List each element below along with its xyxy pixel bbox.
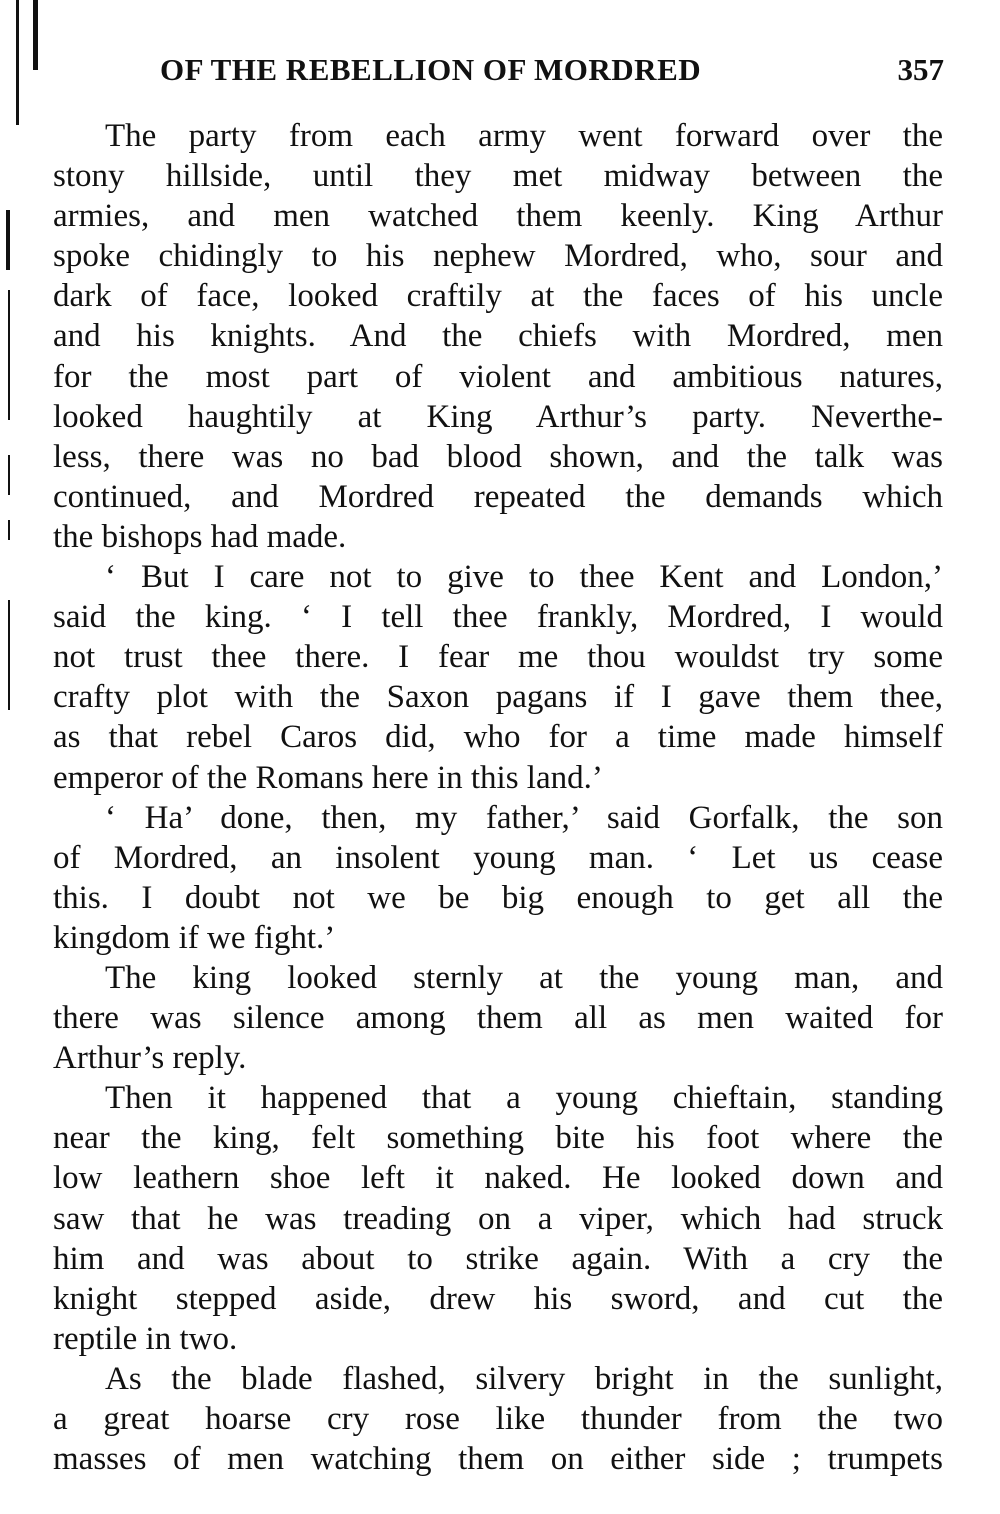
binding-shadow (8, 290, 10, 420)
page-number: 357 (897, 52, 944, 87)
text-line: knight stepped aside, drew his sword, and cut the (53, 1280, 943, 1317)
text-line: low leathern shoe left it naked. He looked down and (53, 1160, 943, 1197)
text-line: not trust thee there. I fear me thou wouldst try some (53, 639, 943, 676)
text-line: spoke chidingly to his nephew Mordred, who, sour and (53, 238, 943, 275)
text-line: masses of men watching them on either side ; trumpets (53, 1441, 943, 1478)
text-line: as that rebel Caros did, who for a time made himself (53, 719, 943, 756)
binding-shadow (8, 520, 10, 540)
text-line: saw that he was treading on a viper, which had struck (53, 1200, 943, 1237)
text-line: of Mordred, an insolent young man. ‘ Let us cease (53, 839, 943, 876)
text-line: the bishops had made. (53, 518, 347, 555)
text-line: ‘ But I care not to give to thee Kent and London,’ (105, 559, 943, 596)
text-line: this. I doubt not we be big enough to get all the (53, 879, 943, 916)
text-line: continued, and Mordred repeated the demands which (53, 478, 943, 515)
binding-shadow (16, 0, 19, 125)
binding-shadow (6, 210, 10, 270)
text-line: looked haughtily at King Arthur’s party. Neverthe- (53, 398, 943, 435)
text-line: The party from each army went forward over the (105, 118, 943, 154)
text-line: ‘ Ha’ done, then, my father,’ said Gorfalk, the son (105, 799, 943, 836)
binding-shadow (8, 600, 10, 710)
text-line: reptile in two. (53, 1320, 238, 1357)
text-line: said the king. ‘ I tell thee frankly, Mordred, I would (53, 599, 943, 636)
binding-shadow (8, 455, 10, 495)
text-line: Arthur’s reply. (53, 1040, 247, 1077)
text-line: emperor of the Romans here in this land.’ (53, 759, 603, 796)
text-line: armies, and men watched them keenly. King Arthur (53, 198, 943, 235)
page-header (160, 52, 950, 96)
text-line: a great hoarse cry rose like thunder from the two (53, 1401, 943, 1437)
text-line: Then it happened that a young chieftain, standing (105, 1080, 943, 1117)
text-line: crafty plot with the Saxon pagans if I gave them thee, (53, 679, 943, 716)
binding-shadow (33, 0, 38, 70)
text-line: near the king, felt something bite his foot where the (53, 1120, 943, 1157)
text-line: for the most part of violent and ambitious natures, (53, 358, 943, 395)
text-line: The king looked sternly at the young man, and (105, 959, 943, 996)
text-line: there was silence among them all as men waited for (53, 1000, 943, 1037)
text-line: stony hillside, until they met midway between the (53, 158, 943, 195)
text-line: and his knights. And the chiefs with Mordred, men (53, 318, 943, 355)
text-line: him and was about to strike again. With a cry the (53, 1240, 943, 1277)
running-title: OF THE REBELLION OF MORDRED (160, 52, 702, 87)
body-text (53, 116, 943, 1479)
text-line: kingdom if we fight.’ (53, 919, 336, 956)
text-line: less, there was no bad blood shown, and the talk was (53, 438, 943, 475)
text-line: dark of face, looked craftily at the faces of his uncle (53, 278, 943, 315)
text-line: As the blade flashed, silvery bright in the sunlight, (105, 1360, 943, 1397)
